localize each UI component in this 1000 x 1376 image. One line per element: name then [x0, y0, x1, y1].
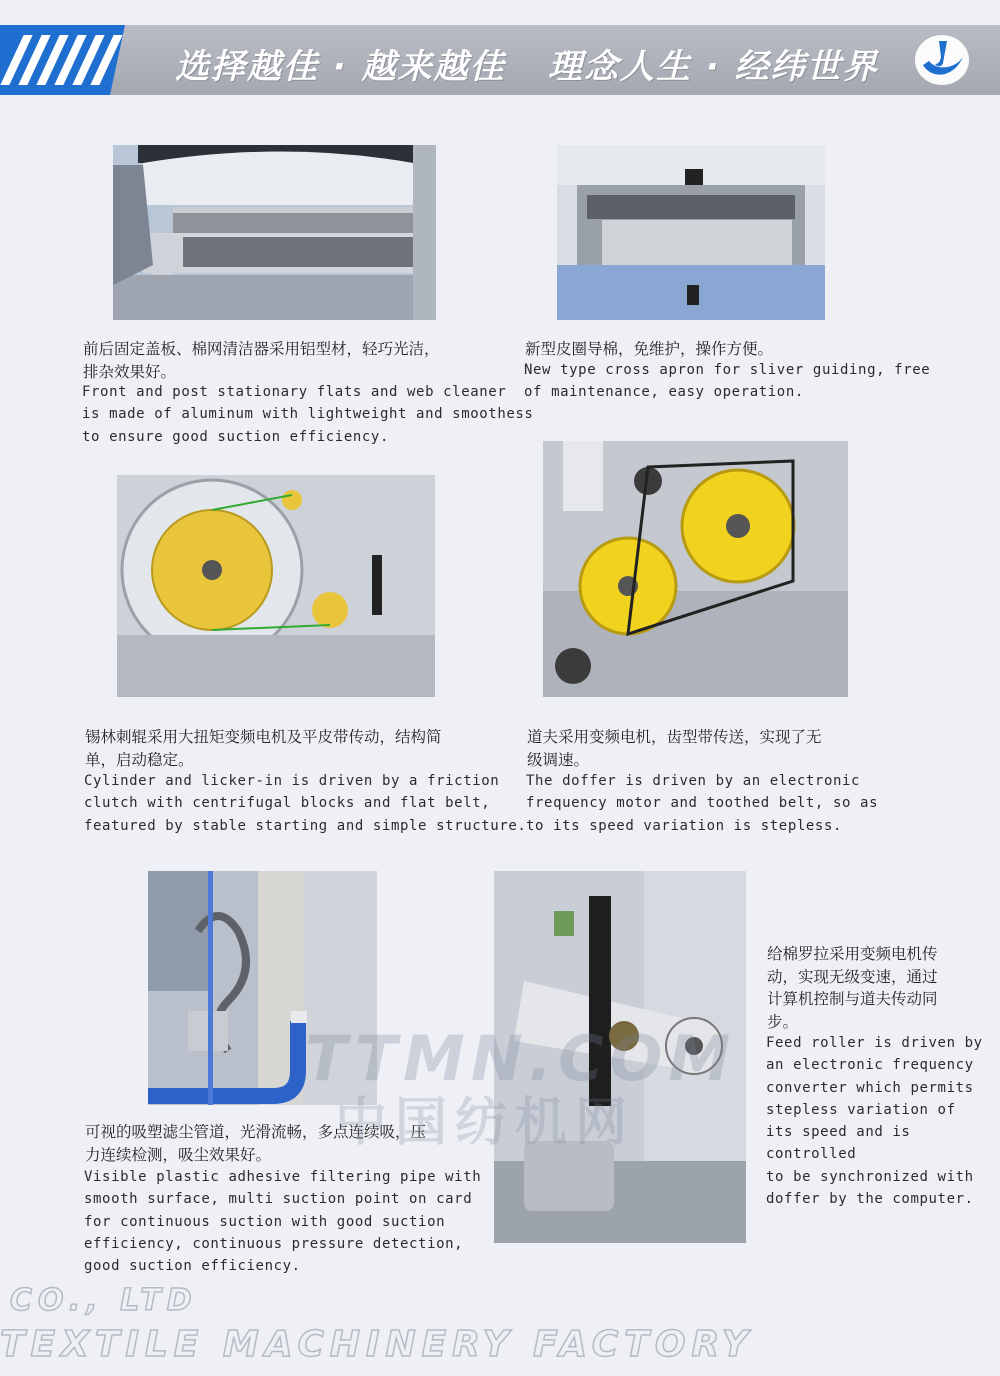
caption-en-6: Feed roller is driven by an electronic frequency converter which permits stepless variation of its speed and is controlled to be synchronized with doffer by the computer. — [766, 1035, 983, 1208]
caption-en-3: Cylinder and licker-in is driven by a friction clutch with centrifugal blocks and flat belt, featured by stable starting and simple structure. — [84, 773, 527, 834]
footer-factory: TEXTILE MACHINERY FACTORY — [0, 1324, 754, 1365]
caption-en-4: The doffer is driven by an electronic frequency motor and toothed belt, so as to its speed variation is stepless. — [526, 773, 879, 834]
footer-company: CO., LTD — [10, 1283, 198, 1318]
caption-en-1: Front and post stationary flats and web cleaner is made of aluminum with lightweight and smoothess to ensure good suction efficiency. — [82, 384, 534, 445]
caption-en-5: Visible plastic adhesive filtering pipe with smooth surface, multi suction point on card for continuous suction with good suction efficiency, continuous pressure detection, good suction efficiency. — [84, 1169, 482, 1275]
photo-cylinder-drive — [117, 475, 435, 697]
caption-cn-3: 锡林刺辊采用大扭矩变频电机及平皮带传动，结构简 单，启动稳定。 — [85, 728, 442, 769]
slogan-right: 理念人生 · 经纬世界 — [548, 47, 879, 87]
slogan-left: 选择越佳 · 越来越佳 — [175, 47, 506, 87]
caption-cn-1: 前后固定盖板、棉网清洁器采用铝型材，轻巧光洁， 排杂效果好。 — [83, 340, 440, 381]
photo-stationary-flats — [113, 145, 436, 320]
swoosh-logo-icon — [913, 33, 971, 87]
caption-cn-2: 新型皮圈导棉，免维护，操作方便。 — [525, 340, 774, 358]
caption-cn-4: 道夫采用变频电机，齿型带传送，实现了无 级调速。 — [527, 728, 822, 769]
caption-cn-6: 给棉罗拉采用变频电机传 动，实现无级变速，通过 计算机控制与道夫传动同 步。 — [767, 945, 938, 1031]
caption-en-2: New type cross apron for sliver guiding, free of maintenance, easy operation. — [524, 362, 931, 401]
header-band — [0, 25, 1000, 95]
photo-cross-apron — [557, 145, 825, 320]
watermark-latin: TTMN.COM — [305, 1022, 737, 1095]
stripes-decoration-icon — [0, 25, 125, 95]
photo-doffer-drive — [543, 441, 848, 697]
watermark-cn: 中国纺机网 — [335, 1093, 636, 1153]
caption-cn-5: 可视的吸塑滤尘管道，光滑流畅，多点连续吸，压 力连续检测，吸尘效果好。 — [85, 1123, 427, 1164]
